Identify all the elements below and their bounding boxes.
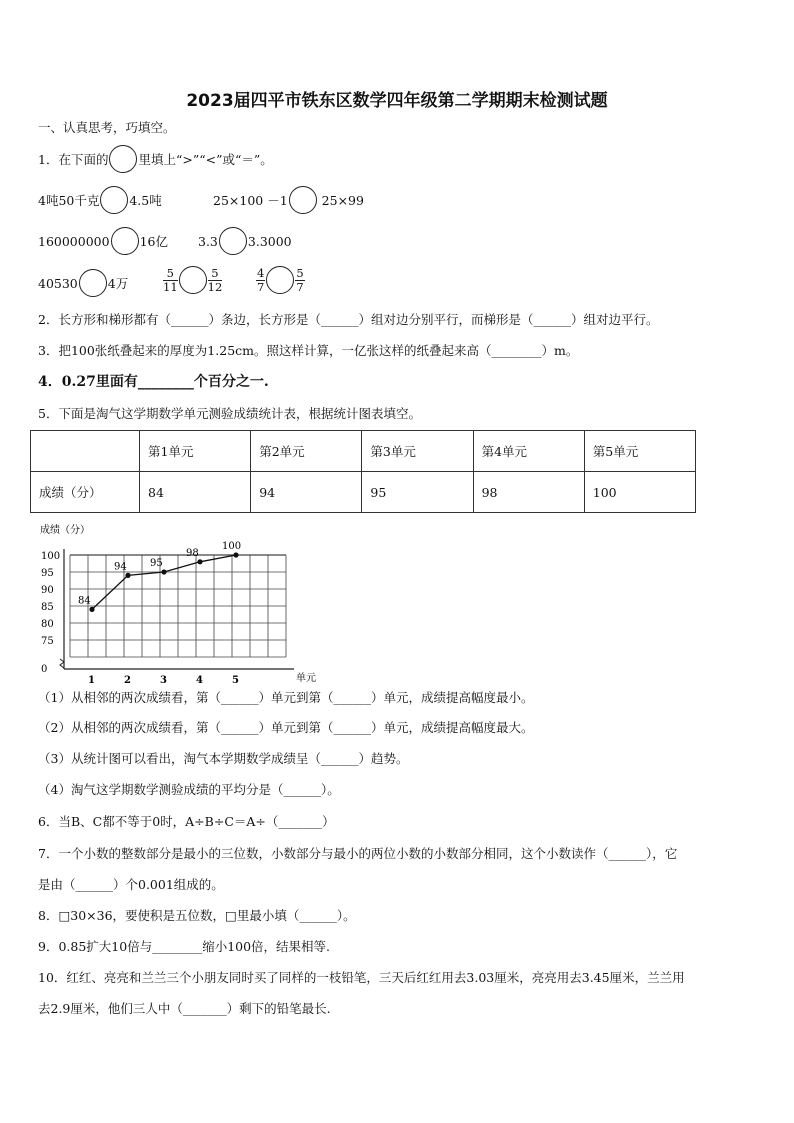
compare-left: 160000000: [38, 233, 110, 249]
sub-question-2: （2）从相邻的两次成绩看，第（______）单元到第（______）单元，成绩提高幅度最大。: [38, 720, 534, 735]
answer-circle[interactable]: [289, 186, 317, 214]
compare-right: 25×99: [321, 192, 364, 208]
q1-row3-a: [38, 269, 128, 297]
table-cell: 98: [473, 472, 584, 513]
table-cell: 第2单元: [251, 431, 362, 472]
q1-row1-b: [213, 186, 364, 214]
page-title: 2023届四平市铁东区数学四年级第二学期期末检测试题: [186, 91, 608, 111]
x-tick-label: 5: [232, 675, 239, 686]
y-tick-label: 85: [41, 602, 54, 613]
table-header-row: [31, 431, 696, 472]
question-9: 9．0.85扩大10倍与________缩小100倍，结果相等.: [38, 939, 331, 954]
compare-left: 25×100 －1: [213, 193, 288, 208]
data-point: [125, 573, 130, 578]
data-point: [161, 569, 166, 574]
compare-left: 3.3: [198, 233, 218, 249]
q1-row3-b: [163, 266, 222, 294]
table-row: [31, 472, 696, 513]
q1-prefix: 1．在下面的: [38, 152, 109, 167]
question-2: 2．长方形和梯形都有（______）条边，长方形是（______）组对边分别平行，而梯形是（______）组对边平行。: [38, 312, 659, 327]
y-axis-label: 成绩（分）: [40, 525, 90, 536]
compare-right: 3.3000: [247, 233, 292, 249]
table-cell: 第4单元: [473, 431, 584, 472]
table-cell: 第3单元: [362, 431, 473, 472]
table-cell: 94: [251, 472, 362, 513]
answer-circle[interactable]: [79, 269, 107, 297]
sub-question-4: （4）淘气这学期数学测验成绩的平均分是（______）。: [38, 782, 340, 797]
x-tick-label: 4: [196, 675, 203, 686]
y-tick-label: 90: [41, 585, 54, 596]
data-label: 94: [114, 561, 127, 573]
answer-circle[interactable]: [179, 266, 207, 294]
question-1: [38, 145, 273, 173]
table-cell: 第1单元: [140, 431, 251, 472]
y-tick-label: 0: [41, 664, 48, 675]
answer-circle[interactable]: [100, 186, 128, 214]
table-cell: 第5单元: [584, 431, 695, 472]
question-6: 6．当B、C都不等于0时，A÷B÷C＝A÷（_______）: [38, 814, 335, 829]
y-tick-label: 95: [41, 568, 54, 579]
data-label: 98: [186, 547, 199, 559]
x-tick-label: 3: [160, 675, 167, 686]
section-heading: 一、认真思考，巧填空。: [38, 120, 176, 135]
data-label: 84: [78, 595, 91, 607]
question-3: 3．把100张纸叠起来的厚度为1.25cm。照这样计算，一亿张这样的纸叠起来高（________）m。: [38, 343, 579, 358]
question-4: 4．0.27里面有________个百分之一.: [38, 374, 269, 390]
question-5: 5．下面是淘气这学期数学单元测验成绩统计表，根据统计图表填空。: [38, 406, 421, 421]
question-7-line1: 7．一个小数的整数部分是最小的三位数，小数部分与最小的两位小数的小数部分相同，这个小数读作（______），它: [38, 846, 678, 861]
answer-circle[interactable]: [219, 227, 247, 255]
answer-circle[interactable]: [266, 266, 294, 294]
question-10-line1: 10．红红、亮亮和兰兰三个小朋友同时买了同样的一枝铅笔，三天后红红用去3.03厘米，亮亮用去3.45厘米，兰兰用: [38, 970, 685, 985]
table-cell: 95: [362, 472, 473, 513]
data-point: [197, 559, 202, 564]
score-table: [30, 430, 696, 513]
y-tick-label: 100: [41, 551, 61, 562]
sub-question-1: （1）从相邻的两次成绩看，第（______）单元到第（______）单元，成绩提高幅度最小。: [38, 690, 534, 705]
compare-right: 16亿: [139, 234, 168, 249]
question-7-line2: 是由（______）个0.001组成的。: [38, 877, 224, 892]
q1-suffix: 里填上“>”“<”或“＝”。: [138, 152, 273, 167]
q1-row2-b: [198, 227, 292, 255]
data-point: [89, 607, 94, 612]
q1-row2-a: [38, 227, 168, 255]
x-tick-label: 1: [88, 675, 95, 686]
data-point: [233, 552, 238, 557]
data-label: 100: [222, 541, 242, 552]
table-cell: 100: [584, 472, 695, 513]
compare-right: 4.5吨: [129, 193, 162, 208]
compare-left: 40530: [38, 275, 78, 291]
fraction: $\frac{4}{7}$: [257, 265, 265, 294]
compare-left: 4吨50千克: [38, 193, 100, 208]
fraction: $\frac{5}{12}$: [207, 265, 223, 294]
data-label: 95: [150, 558, 163, 569]
answer-circle[interactable]: [109, 145, 137, 173]
fraction: $\frac{5}{11}$: [163, 265, 178, 294]
x-tick-label: 2: [124, 675, 131, 686]
score-line-chart: [30, 518, 350, 686]
table-cell: 84: [140, 472, 251, 513]
compare-right: 4万: [107, 276, 129, 291]
q1-row1-a: [38, 186, 162, 214]
table-cell: 成绩（分）: [31, 472, 140, 513]
sub-question-3: （3）从统计图可以看出，淘气本学期数学成绩呈（______）趋势。: [38, 751, 409, 766]
table-cell: [31, 431, 140, 472]
fraction: $\frac{5}{7}$: [296, 265, 304, 294]
q1-row3-c: [256, 266, 305, 294]
y-tick-label: 75: [41, 636, 54, 647]
answer-circle[interactable]: [111, 227, 139, 255]
question-10-line2: 去2.9厘米，他们三人中（_______）剩下的铅笔最长.: [38, 1001, 331, 1016]
y-tick-label: 80: [41, 619, 54, 630]
question-8: 8．□30×36，要使积是五位数，□里最小填（______）。: [38, 908, 356, 923]
x-axis-label: 单元: [296, 673, 316, 684]
